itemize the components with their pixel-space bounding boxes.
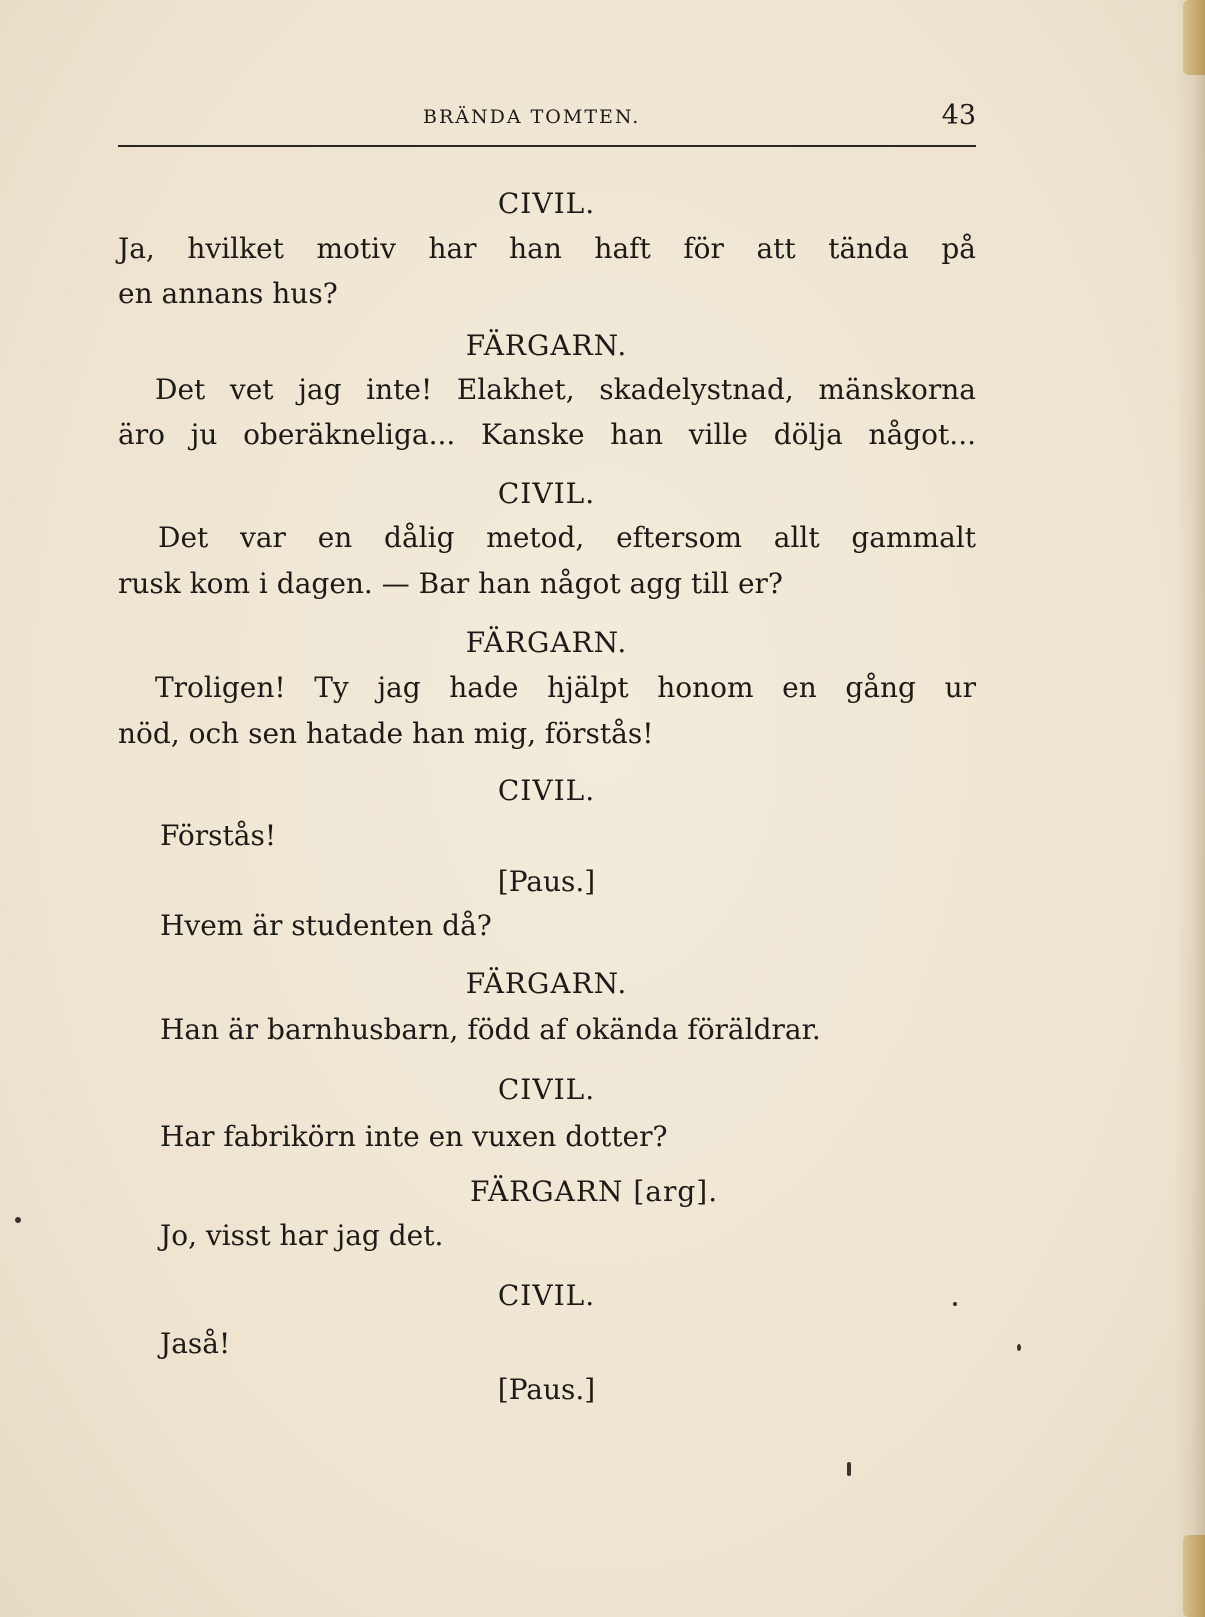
dialogue-line: Hvem är studenten då? — [160, 909, 492, 942]
header-rule — [118, 145, 976, 147]
speaker-heading: CIVIL. — [497, 187, 596, 220]
dialogue-line: Har fabrikörn inte en vuxen dotter? — [160, 1120, 668, 1153]
stage-direction: [Paus.] — [497, 865, 596, 898]
dialogue-line: Det var en dålig metod, eftersom allt gammalt — [158, 521, 976, 554]
print-speck — [1017, 1344, 1021, 1351]
stage-direction: [Paus.] — [497, 1373, 596, 1406]
dialogue-line: Jaså! — [160, 1327, 231, 1360]
page-tab-bottom — [1183, 1535, 1205, 1617]
dialogue-line: en annans hus? — [118, 277, 338, 310]
dialogue-line: nöd, och sen hatade han mig, förstås! — [118, 717, 654, 750]
dialogue-line: Det vet jag inte! Elakhet, skadelystnad, mänskorna — [155, 373, 976, 406]
speaker-heading: FÄRGARN. — [465, 626, 628, 659]
speaker-heading: FÄRGARN [arg]. — [470, 1175, 719, 1208]
dialogue-line: rusk kom i dagen. — Bar han något agg till er? — [118, 567, 783, 600]
dialogue-line: äro ju oberäkneliga... Kanske han ville dölja något... — [118, 418, 976, 451]
print-speck — [953, 1302, 957, 1306]
speaker-heading: FÄRGARN. — [465, 967, 628, 1000]
dialogue-line: Troligen! Ty jag hade hjälpt honom en gång ur — [155, 671, 976, 704]
dialogue-line: Jo, visst har jag det. — [160, 1219, 444, 1252]
running-title: BRÄNDA TOMTEN. — [423, 106, 641, 128]
page-tab-top — [1183, 0, 1205, 75]
dialogue-line: Förstås! — [160, 819, 277, 852]
print-speck — [15, 1217, 21, 1223]
page-number: 43 — [941, 100, 976, 131]
print-speck — [847, 1462, 851, 1476]
speaker-heading: FÄRGARN. — [465, 329, 628, 362]
speaker-heading: CIVIL. — [497, 1279, 596, 1312]
speaker-heading: CIVIL. — [497, 477, 596, 510]
running-head — [118, 100, 976, 140]
speaker-heading: CIVIL. — [497, 1073, 596, 1106]
page-edge-shadow — [1175, 0, 1205, 1617]
dialogue-line: Ja, hvilket motiv har han haft för att tända på — [118, 232, 976, 265]
dialogue-line: Han är barnhusbarn, född af okända föräldrar. — [160, 1013, 821, 1046]
speaker-heading: CIVIL. — [497, 774, 596, 807]
